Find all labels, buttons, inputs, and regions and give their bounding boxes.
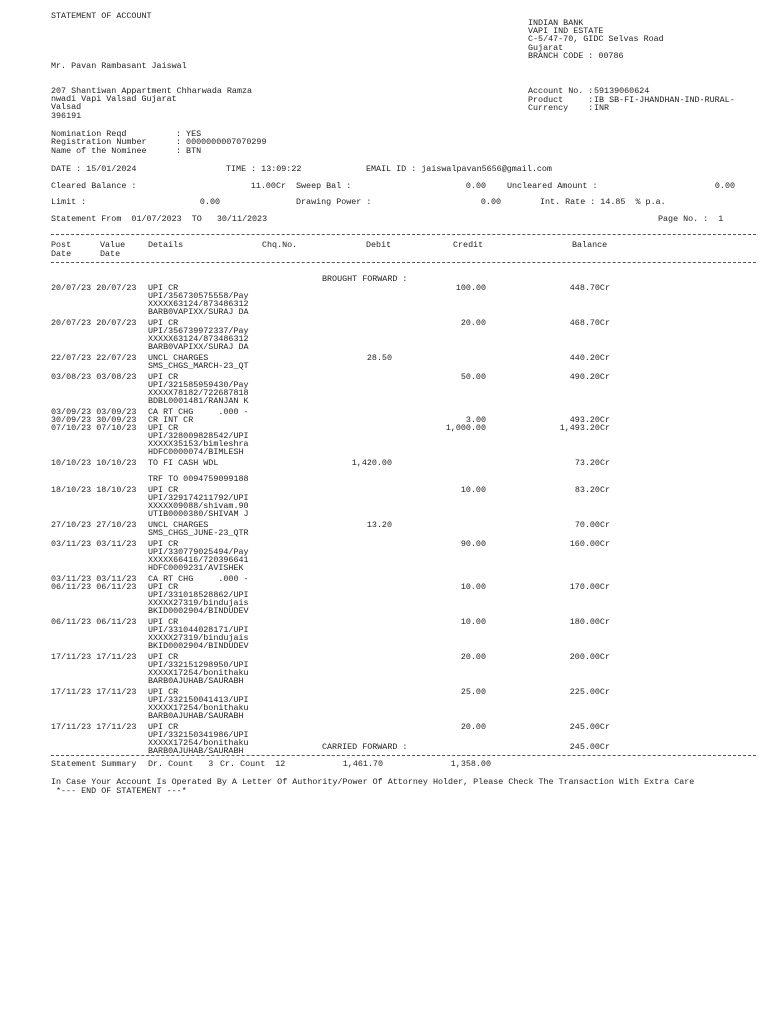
txn-detail-line: UPI CR xyxy=(148,538,179,549)
txn-detail-line: UPI/331018528862/UPI xyxy=(148,589,249,600)
txn-detail-line: TO FI CASH WDL xyxy=(148,458,219,468)
carried-forward-balance: 245.00Cr xyxy=(569,742,610,752)
nominee-info-label: Registration Number xyxy=(51,137,147,148)
txn-balance: 83.20Cr xyxy=(574,484,610,495)
txn-credit: 20.00 xyxy=(460,651,486,662)
txn-detail-line: BKID0002904/BINDUDEV xyxy=(148,606,249,617)
txn-balance: 70.00Cr xyxy=(574,519,610,530)
txn-credit: 90.00 xyxy=(460,538,486,549)
sweep-balance-value: 0.00 xyxy=(465,181,486,191)
txn-detail-line: UPI/332150341986/UPI xyxy=(148,729,249,740)
customer-address-line: Valsad xyxy=(51,102,82,113)
interest-rate: Int. Rate : 14.85 % p.a. xyxy=(540,197,666,207)
txn-balance: 160.00Cr xyxy=(569,538,610,549)
txn-detail-line: UNCL CHARGES xyxy=(148,353,209,363)
txn-detail-line: XXXXX27319/bindujais xyxy=(148,598,249,608)
txn-detail-line: XXXXX78182/722687818 xyxy=(148,388,249,398)
txn-detail-line: BARB0AJUHAB/SAURABH xyxy=(148,676,244,687)
col-credit: Credit xyxy=(453,240,484,250)
txn-dates: 18/10/23 18/10/23 xyxy=(51,484,137,495)
txn-balance: 440.20Cr xyxy=(569,353,610,363)
txn-credit: 25.00 xyxy=(460,686,486,697)
txn-detail-line: UPI/328009828542/UPI xyxy=(148,431,249,442)
txn-balance: 468.70Cr xyxy=(569,318,610,328)
nominee-info-value: : BTN xyxy=(176,145,202,156)
txn-detail-line: TRF TO 0094759099188 xyxy=(148,474,249,485)
txn-detail-line: UPI CR xyxy=(148,318,179,328)
txn-detail-line: UPI/356730575558/Pay xyxy=(148,291,249,302)
txn-detail-line: UPI CR xyxy=(148,616,179,627)
txn-balance: 493.20Cr xyxy=(569,414,610,425)
uncleared-amount-label: Uncleared Amount : xyxy=(507,181,598,191)
txn-credit: 20.00 xyxy=(460,318,486,328)
statement-title: STATEMENT OF ACCOUNT xyxy=(51,11,152,21)
brought-forward-label: BROUGHT FORWARD : xyxy=(322,274,408,284)
txn-balance: 1,493.20Cr xyxy=(559,423,610,433)
nominee-info-value: : YES xyxy=(176,129,202,139)
txn-dates: 06/11/23 06/11/23 xyxy=(51,616,137,627)
txn-dates: 03/11/23 03/11/23 xyxy=(51,538,137,549)
txn-detail-line: BARB0AJUHAB/SAURABH xyxy=(148,746,244,757)
txn-detail-line: HDFC0009231/AVISHEK xyxy=(148,563,244,573)
nominee-info-label: Nomination Reqd xyxy=(51,129,127,139)
txn-detail-line: CR INT CR xyxy=(148,414,194,425)
txn-detail-line: BARB0VAPIXX/SURAJ DA xyxy=(148,307,249,318)
txn-dates: 17/11/23 17/11/23 xyxy=(51,686,137,697)
txn-credit: 10.00 xyxy=(460,616,486,627)
txn-detail-line: UPI/332150041413/UPI xyxy=(148,694,249,705)
txn-balance: 200.00Cr xyxy=(569,651,610,662)
col-balance: Balance xyxy=(572,240,608,250)
txn-detail-line: UPI CR xyxy=(148,651,179,662)
uncleared-amount-value: 0.00 xyxy=(714,181,735,191)
txn-credit: 20.00 xyxy=(460,721,486,732)
txn-credit: 3.00 xyxy=(465,414,486,425)
txn-detail-line: CA RT CHG .000 - xyxy=(148,406,249,417)
txn-detail-line: BKID0002904/BINDUDEV xyxy=(148,641,249,652)
cleared-balance-label: Cleared Balance : xyxy=(51,181,137,191)
email-id: EMAIL ID : jaiswalpavan5656@gmail.com xyxy=(366,164,552,174)
bank-address-line: VAPI IND ESTATE xyxy=(528,26,604,37)
txn-detail-line: UPI CR xyxy=(148,581,179,592)
txn-detail-line: UPI CR xyxy=(148,686,179,697)
txn-detail-line: XXXXX09088/shivam.90 xyxy=(148,501,249,512)
summary-debit-total: 1,461.70 xyxy=(342,759,383,769)
txn-detail-line: UPI/329174211792/UPI xyxy=(148,493,249,503)
bank-address-line: C-5/47-70, GIDC Selvas Road xyxy=(528,34,664,45)
customer-address-line: nwadi Vapi Valsad Gujarat xyxy=(51,94,177,105)
txn-dates: 10/10/23 10/10/23 xyxy=(51,458,137,468)
txn-detail-line: UPI CR xyxy=(148,423,179,433)
txn-dates: 03/08/23 03/08/23 xyxy=(51,371,137,382)
txn-balance: 448.70Cr xyxy=(569,283,610,293)
summary-cr-count: Cr. Count 12 xyxy=(220,759,286,769)
statement-period: Statement From 01/07/2023 TO 30/11/2023 xyxy=(51,214,268,224)
txn-detail-line: SMS_CHGS_MARCH-23_QT xyxy=(148,361,249,372)
txn-detail-line: BDBL0001481/RANJAN K xyxy=(148,396,249,407)
nominee-info-label: Name of the Nominee xyxy=(51,145,147,156)
txn-detail-line: UPI CR xyxy=(148,283,179,293)
account-info-label: Currency : xyxy=(528,103,594,114)
txn-detail-line: UPI/332151298950/UPI xyxy=(148,659,249,670)
txn-credit: 100.00 xyxy=(455,283,486,293)
limit-label: Limit : xyxy=(51,197,87,207)
bank-address-line: INDIAN BANK xyxy=(528,18,584,28)
txn-dates: 03/09/23 03/09/23 xyxy=(51,406,137,417)
account-info-value: IB SB-FI-JHANDHAN-IND-RURAL- xyxy=(594,94,735,105)
txn-dates: 27/10/23 27/10/23 xyxy=(51,519,137,530)
txn-dates: 07/10/23 07/10/23 xyxy=(51,423,137,433)
txn-detail-line: UTIB0000380/SHIVAM J xyxy=(148,509,249,520)
cleared-balance-value: 11.00Cr xyxy=(250,181,286,191)
txn-detail-line: CA RT CHG .000 - xyxy=(148,573,249,584)
txn-detail-line: UPI/321585959430/Pay xyxy=(148,379,249,390)
txn-balance: 170.00Cr xyxy=(569,581,610,592)
account-info-value: INR xyxy=(594,103,610,114)
summary-dr-count: Dr. Count 3 xyxy=(148,759,214,769)
txn-debit: 13.20 xyxy=(366,519,392,530)
txn-detail-line: XXXXX27319/bindujais xyxy=(148,633,249,643)
txn-detail-line: UPI/330779025494/Pay xyxy=(148,546,249,557)
txn-detail-line: XXXXX17254/bonithaku xyxy=(148,668,249,678)
txn-credit: 50.00 xyxy=(460,371,486,382)
summary-rule xyxy=(51,755,756,756)
txn-balance: 73.20Cr xyxy=(574,458,610,468)
account-info-label: Product : xyxy=(528,94,594,105)
txn-detail-line: XXXXX17254/bonithaku xyxy=(148,738,249,748)
txn-balance: 490.20Cr xyxy=(569,371,610,382)
txn-credit: 1,000.00 xyxy=(445,423,486,433)
txn-dates: 06/11/23 06/11/23 xyxy=(51,581,137,592)
txn-detail-line: HDFC0000074/BIMLESH xyxy=(148,447,244,458)
txn-detail-line: SMS_CHGS_JUNE-23_QTR xyxy=(148,528,249,538)
customer-name: Mr. Pavan Rambasant Jaiswal xyxy=(51,61,187,71)
txn-detail-line: UPI/331044028171/UPI xyxy=(148,624,249,635)
header-rule-top xyxy=(51,234,756,235)
txn-detail-line: XXXXX17254/bonithaku xyxy=(148,703,249,713)
summary-label: Statement Summary xyxy=(51,759,137,769)
limit-value: 0.00 xyxy=(199,197,220,207)
carried-forward-label: CARRIED FORWARD : xyxy=(322,742,408,752)
account-info-value: 59139060624 xyxy=(594,86,650,96)
customer-address-line: 207 Shantiwan Appartment Chharwada Ramza xyxy=(51,86,253,96)
txn-detail-line: UPI CR xyxy=(148,721,179,732)
txn-dates: 20/07/23 20/07/23 xyxy=(51,283,137,293)
txn-detail-line: XXXXX63124/873486312 xyxy=(148,334,249,345)
txn-dates: 03/11/23 03/11/23 xyxy=(51,573,137,584)
drawing-power-value: 0.00 xyxy=(480,197,501,207)
col-details: Details xyxy=(148,240,184,250)
col-chq-no: Chq.No. xyxy=(262,240,298,250)
statement-date: DATE : 15/01/2024 xyxy=(51,164,137,174)
bank-address-line: Gujarat xyxy=(528,42,564,53)
bank-address-line: BRANCH CODE : 00786 xyxy=(528,50,624,61)
nominee-info-value: : 0000000007070299 xyxy=(176,137,267,148)
col-value-date: Value Date xyxy=(100,240,126,259)
txn-balance: 180.00Cr xyxy=(569,616,610,627)
drawing-power-label: Drawing Power : xyxy=(296,197,372,207)
txn-detail-line: BARB0VAPIXX/SURAJ DA xyxy=(148,342,249,353)
txn-dates: 17/11/23 17/11/23 xyxy=(51,721,137,732)
header-rule-bottom xyxy=(51,262,756,263)
customer-address-line: 396191 xyxy=(51,110,82,121)
summary-credit-total: 1,358.00 xyxy=(450,759,491,769)
txn-detail-line: UPI/356739972337/Pay xyxy=(148,326,249,337)
txn-credit: 10.00 xyxy=(460,484,486,495)
txn-detail-line: XXXXX35153/bimleshra xyxy=(148,439,249,450)
txn-debit: 1,420.00 xyxy=(351,458,392,468)
col-post-date: Post Date xyxy=(51,240,72,259)
col-debit: Debit xyxy=(366,240,392,250)
txn-dates: 30/09/23 30/09/23 xyxy=(51,414,137,425)
account-info-label: Account No. : xyxy=(528,86,594,96)
txn-balance: 245.00Cr xyxy=(569,721,610,732)
statement-time: TIME : 13:09:22 xyxy=(226,164,302,174)
txn-detail-line: UNCL CHARGES xyxy=(148,519,209,530)
txn-detail-line: UPI CR xyxy=(148,371,179,382)
txn-detail-line: UPI CR xyxy=(148,484,179,495)
txn-dates: 17/11/23 17/11/23 xyxy=(51,651,137,662)
authority-notice: In Case Your Account Is Operated By A Letter Of Authority/Power Of Attorney Holder, Please Check The Transaction With Extra Care xyxy=(51,777,695,787)
page-number: Page No. : 1 xyxy=(658,214,724,224)
txn-dates: 22/07/23 22/07/23 xyxy=(51,353,137,363)
txn-dates: 20/07/23 20/07/23 xyxy=(51,318,137,328)
txn-detail-line: XXXXX63124/873486312 xyxy=(148,299,249,310)
txn-detail-line: XXXXX66416/720396641 xyxy=(148,554,249,565)
end-of-statement: *--- END OF STATEMENT ---* xyxy=(56,786,187,796)
sweep-balance-label: Sweep Bal : xyxy=(296,181,352,191)
txn-credit: 10.00 xyxy=(460,581,486,592)
txn-balance: 225.00Cr xyxy=(569,686,610,697)
txn-detail-line: BARB0AJUHAB/SAURABH xyxy=(148,711,244,722)
txn-debit: 28.50 xyxy=(366,353,392,363)
